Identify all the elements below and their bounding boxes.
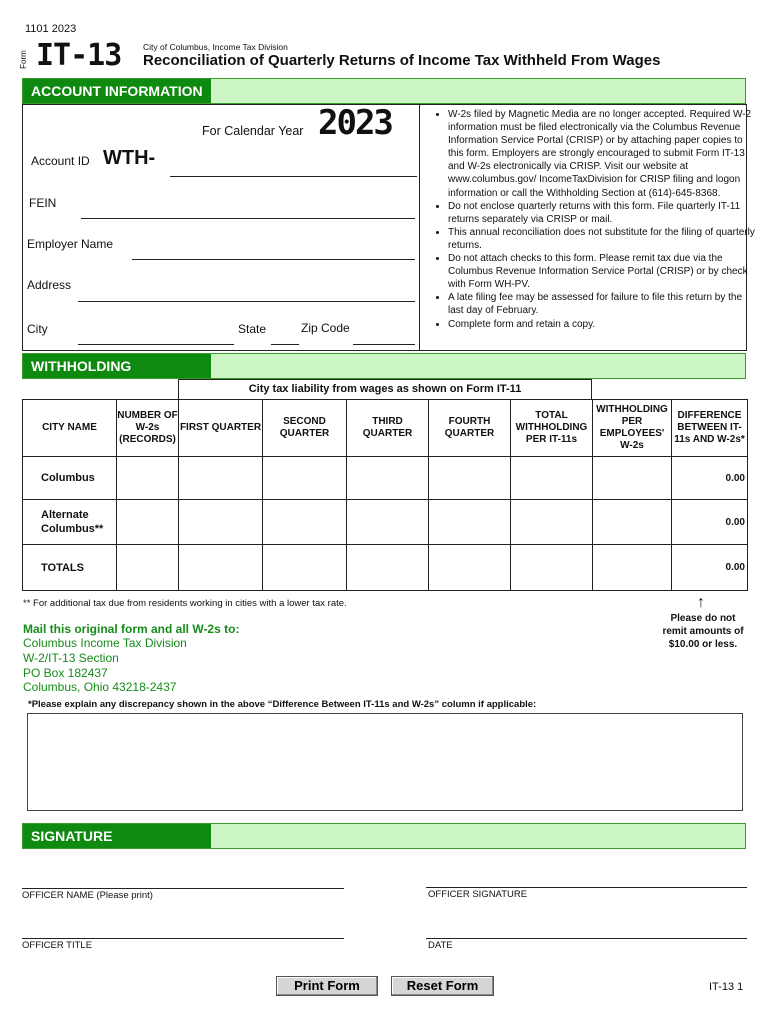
row-city-alternate-columbus: Alternate Columbus** — [23, 500, 117, 545]
account-id-label: Account ID — [31, 154, 90, 168]
col-second-quarter: SECOND QUARTER — [263, 400, 347, 457]
zip-code-input[interactable] — [353, 326, 415, 345]
records-input[interactable] — [117, 514, 178, 531]
mailing-line: PO Box 182437 — [23, 666, 108, 680]
signature-section-bar — [22, 823, 746, 849]
fein-input[interactable] — [81, 200, 415, 219]
instruction-item: • W-2s filed by Magnetic Media are no longer accepted. Required W-2 information must be filed electronically via the Columbus Revenue Information Service Portal (CRISP) or by attaching paper copies to this form. Employers are strongly encouraged to submit Form IT-13 and W-2s electronically via CRISP. Visit our website at www.columbus.gov/ IncomeTaxDivision for CRISP filing and logon information or call the Withholding Section at (614)-645-8368. — [448, 108, 758, 200]
q2-cell[interactable] — [263, 500, 347, 545]
withholding-section-bar — [22, 353, 746, 379]
table-caption: City tax liability from wages as shown on Form IT-11 — [178, 379, 592, 399]
col-total-withholding: TOTAL WITHHOLDING PER IT-11s — [511, 400, 593, 457]
q2-input[interactable] — [263, 514, 346, 531]
q3-cell[interactable] — [347, 457, 429, 500]
withholding-table — [22, 399, 748, 591]
account-prefix: WTH- — [103, 147, 156, 169]
footnote: ** For additional tax due from residents working in cities with a lower tax rate. — [23, 598, 347, 609]
state-label: State — [238, 322, 267, 336]
q3-cell[interactable] — [347, 545, 429, 591]
records-cell[interactable] — [117, 457, 179, 500]
per-w2-cell[interactable] — [593, 500, 672, 545]
officer-title-label: OFFICER TITLE — [22, 940, 93, 951]
account-id-input[interactable] — [170, 158, 417, 177]
col-fourth-quarter: FOURTH QUARTER — [429, 400, 511, 457]
mailing-line: Columbus Income Tax Division — [23, 636, 187, 650]
employer-name-label: Employer Name — [27, 237, 114, 251]
instruction-item: • Complete form and retain a copy. — [448, 318, 758, 331]
table-row — [23, 457, 748, 500]
q1-input[interactable] — [179, 559, 262, 576]
page-number: IT-13 1 — [709, 981, 744, 993]
q4-cell[interactable] — [429, 457, 511, 500]
instruction-item: • Do not enclose quarterly returns with this form. File quarterly IT-11 returns separately via CRISP or mail. — [448, 200, 758, 226]
total-input[interactable] — [511, 559, 592, 576]
q4-cell[interactable] — [429, 500, 511, 545]
q3-input[interactable] — [347, 559, 428, 576]
mailing-line: Columbus, Ohio 43218-2437 — [23, 680, 177, 694]
calendar-year: 2023 — [318, 103, 392, 143]
q2-cell[interactable] — [263, 545, 347, 591]
q3-input[interactable] — [347, 514, 428, 531]
instruction-item: • A late filing fee may be assessed for failure to file this return by the last day of February. — [448, 291, 758, 317]
q4-cell[interactable] — [429, 545, 511, 591]
col-per-w2s: WITHHOLDING PER EMPLOYEES' W-2s — [593, 400, 672, 457]
remit-note: Please do not remit amounts of $10.00 or less. — [662, 613, 744, 650]
division-name: City of Columbus, Income Tax Division — [143, 42, 288, 52]
zip-code-label: Zip Code — [301, 321, 350, 335]
withholding-section-label: WITHHOLDING — [23, 354, 211, 378]
col-first-quarter: FIRST QUARTER — [179, 400, 263, 457]
q1-input[interactable] — [179, 514, 262, 531]
col-city-name: CITY NAME — [23, 400, 117, 457]
address-input[interactable] — [78, 283, 415, 302]
form-word: Form — [18, 50, 28, 69]
explanation-label: *Please explain any discrepancy shown in the above “Difference Between IT-11s and W-2s” column if applicable: — [28, 699, 537, 710]
q4-input[interactable] — [429, 559, 510, 576]
difference-value: 0.00 — [672, 457, 748, 500]
total-input[interactable] — [511, 514, 592, 531]
q1-cell[interactable] — [179, 457, 263, 500]
instruction-item: • Do not attach checks to this form. Please remit tax due via the Columbus Revenue Information Service Portal (CRISP) or by check with Form WH-PV. — [448, 252, 758, 291]
table-row — [23, 545, 748, 591]
q2-input[interactable] — [263, 559, 346, 576]
fein-label: FEIN — [29, 196, 57, 210]
col-records: NUMBER OF W-2s (RECORDS) — [117, 400, 179, 457]
instruction-item: • This annual reconciliation does not substitute for the filing of quarterly returns. — [448, 226, 758, 252]
q1-cell[interactable] — [179, 545, 263, 591]
officer-name-line[interactable] — [22, 888, 344, 889]
reset-form-button[interactable]: Reset Form — [391, 976, 494, 996]
total-input[interactable] — [511, 470, 592, 487]
total-cell[interactable] — [511, 457, 593, 500]
q4-input[interactable] — [429, 514, 510, 531]
q3-input[interactable] — [347, 470, 428, 487]
employer-name-input[interactable] — [132, 241, 415, 260]
records-cell[interactable] — [117, 500, 179, 545]
total-cell[interactable] — [511, 500, 593, 545]
per-w2-input[interactable] — [593, 559, 671, 576]
records-cell[interactable] — [117, 545, 179, 591]
q4-input[interactable] — [429, 470, 510, 487]
col-third-quarter: THIRD QUARTER — [347, 400, 429, 457]
per-w2-cell[interactable] — [593, 457, 672, 500]
date-label: DATE — [428, 940, 453, 951]
row-totals: TOTALS — [23, 545, 117, 591]
print-form-button[interactable]: Print Form — [276, 976, 378, 996]
q1-cell[interactable] — [179, 500, 263, 545]
row-city-columbus: Columbus — [23, 457, 117, 500]
q2-input[interactable] — [263, 470, 346, 487]
difference-value: 0.00 — [672, 545, 748, 591]
signature-section-label: SIGNATURE — [23, 824, 211, 848]
officer-signature-label: OFFICER SIGNATURE — [428, 889, 528, 900]
explanation-textarea[interactable] — [27, 713, 743, 811]
form-code: 1101 2023 — [25, 23, 77, 35]
account-section-bar — [22, 78, 746, 104]
q3-cell[interactable] — [347, 500, 429, 545]
address-label: Address — [27, 278, 72, 292]
total-cell[interactable] — [511, 545, 593, 591]
per-w2-input[interactable] — [593, 514, 671, 531]
records-input[interactable] — [117, 559, 178, 576]
account-section-label: ACCOUNT INFORMATION — [23, 79, 211, 103]
per-w2-input[interactable] — [593, 470, 671, 487]
up-arrow-icon: ↑ — [697, 594, 705, 611]
form-number: IT-13 — [36, 38, 122, 73]
officer-signature-line[interactable] — [426, 887, 747, 888]
page-title: Reconciliation of Quarterly Returns of Income Tax Withheld From Wages — [143, 52, 661, 69]
date-line[interactable] — [426, 938, 747, 939]
mailing-line: W-2/IT-13 Section — [23, 651, 119, 665]
calendar-year-label: For Calendar Year — [202, 124, 304, 138]
q2-cell[interactable] — [263, 457, 347, 500]
q1-input[interactable] — [179, 470, 262, 487]
mailing-heading: Mail this original form and all W-2s to: — [23, 622, 240, 636]
difference-value: 0.00 — [672, 500, 748, 545]
per-w2-cell[interactable] — [593, 545, 672, 591]
col-difference: DIFFERENCE BETWEEN IT-11s AND W-2s* — [672, 400, 748, 457]
state-input[interactable] — [271, 326, 299, 345]
city-input[interactable] — [78, 326, 234, 345]
records-input[interactable] — [117, 470, 178, 487]
officer-title-line[interactable] — [22, 938, 344, 939]
city-label: City — [27, 322, 48, 336]
instructions-list — [432, 108, 758, 331]
table-row — [23, 500, 748, 545]
officer-name-label: OFFICER NAME (Please print) — [22, 890, 153, 901]
